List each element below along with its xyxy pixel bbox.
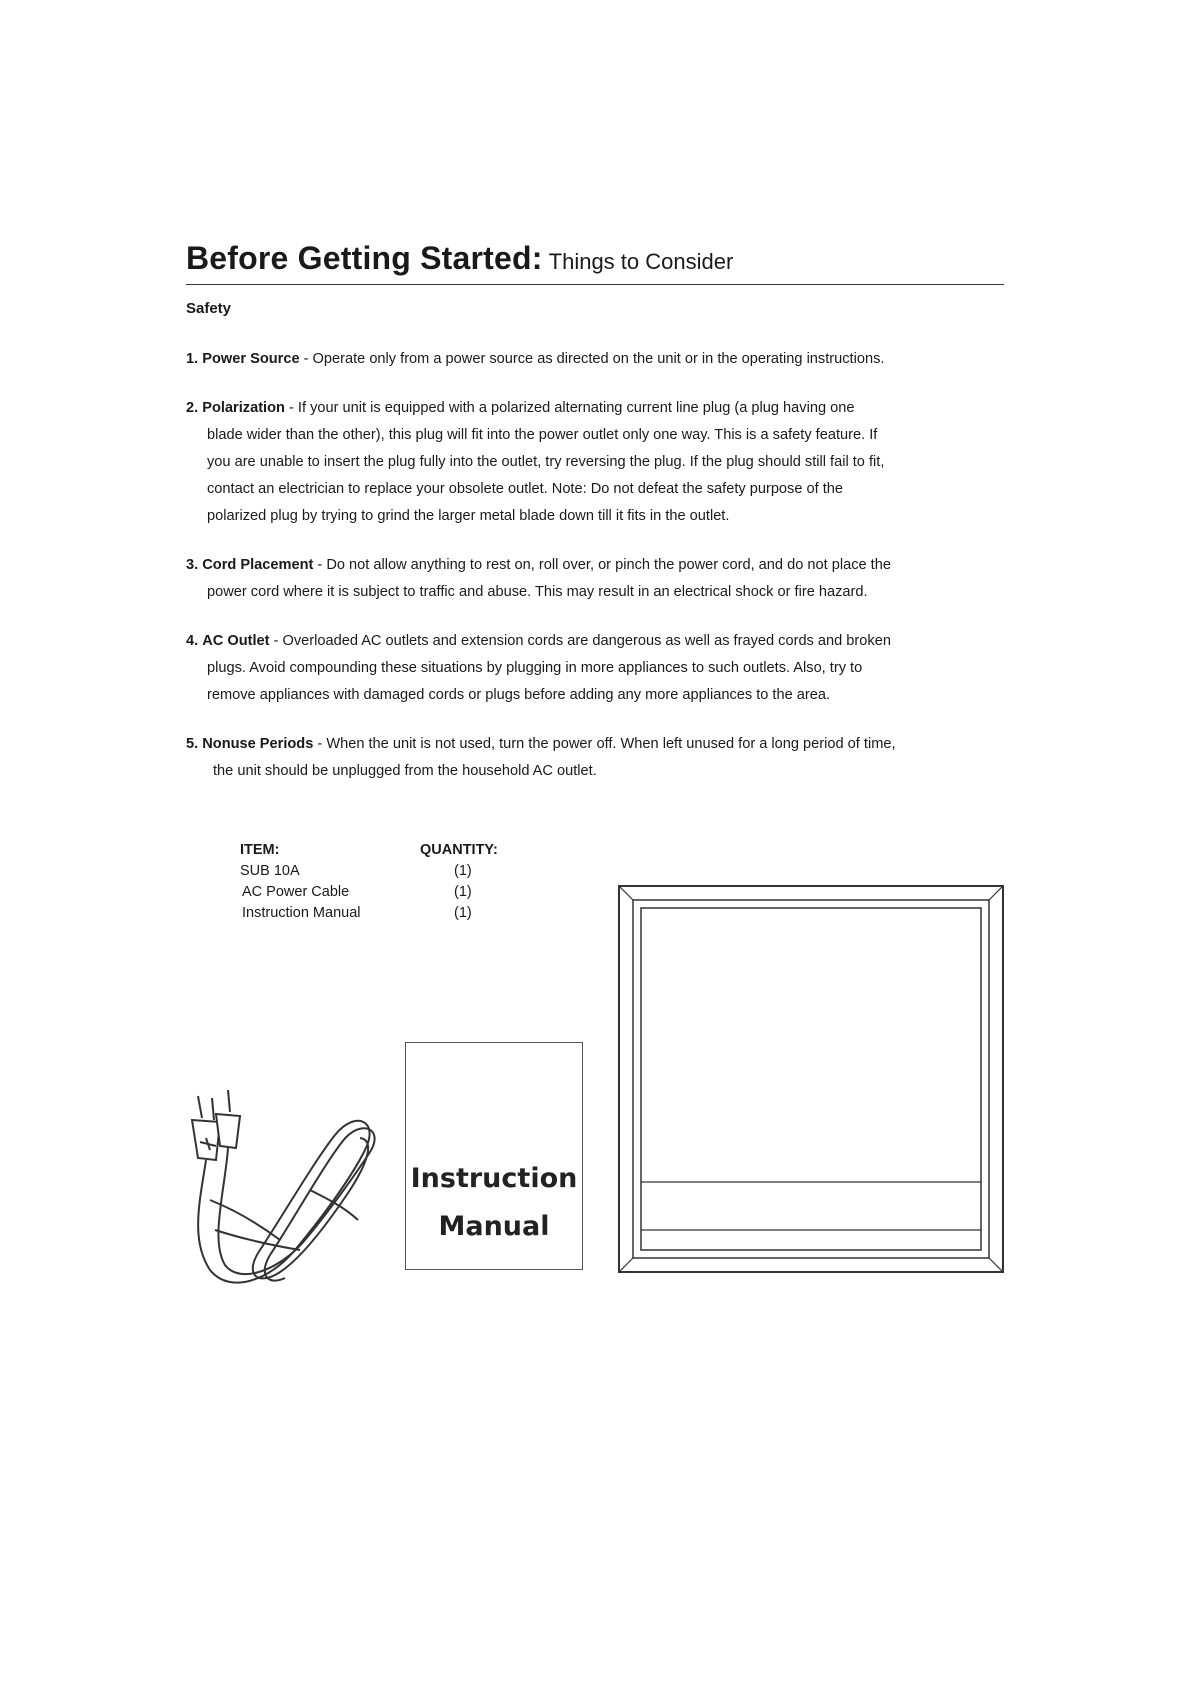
- item-text: - Do not allow anything to rest on, roll over, or pinch the power cord, and do not place the: [313, 557, 891, 573]
- item-text-line: polarized plug by trying to grind the larger metal blade down till it fits in the outlet.: [207, 508, 730, 524]
- item-title: Polarization: [202, 400, 285, 416]
- item-text: - Operate only from a power source as directed on the unit or in the operating instructions.: [299, 351, 885, 367]
- ac-power-cable-illustration: [180, 1090, 390, 1290]
- item-quantity: (1): [454, 905, 472, 921]
- item-title: Power Source: [202, 351, 300, 367]
- manual-cover-title-line1: Instruction: [410, 1163, 578, 1194]
- item-title: Cord Placement: [202, 557, 314, 573]
- safety-item-first-line: [186, 731, 1006, 758]
- item-text-line: contact an electrician to replace your obsolete outlet. Note: Do not defeat the safety purpose of the: [207, 481, 844, 497]
- package-contents-table: [240, 840, 534, 924]
- page-heading: [186, 240, 1004, 277]
- item-quantity: (1): [454, 884, 472, 900]
- item-text: - If your unit is equipped with a polarized alternating current line plug (a plug having one: [284, 400, 855, 416]
- safety-list: [186, 346, 1006, 807]
- section-title-safety: Safety: [186, 300, 232, 317]
- item-number: 4.: [186, 633, 199, 649]
- page-title: Before Getting Started:: [186, 240, 543, 276]
- item-text-line: plugs. Avoid compounding these situations by plugging in more appliances to such outlets. Also, try to: [207, 660, 863, 676]
- item-number: 5.: [186, 736, 199, 752]
- page-subtitle: Things to Consider: [548, 249, 734, 274]
- heading-divider: [186, 284, 1004, 285]
- instruction-manual-illustration: [405, 1042, 583, 1270]
- item-name: AC Power Cable: [242, 884, 350, 900]
- item-name: Instruction Manual: [242, 905, 361, 921]
- item-text-line: blade wider than the other), this plug will fit into the power outlet only one way. This is a safety feature. If: [207, 427, 878, 443]
- item-number: 2.: [186, 400, 199, 416]
- safety-item: [186, 395, 1006, 530]
- item-title: Nonuse Periods: [202, 736, 314, 752]
- item-text: - Overloaded AC outlets and extension cords are dangerous as well as frayed cords and broken: [269, 633, 891, 649]
- item-text-line: you are unable to insert the plug fully into the outlet, try reversing the plug. If the plug should still fail to fit,: [207, 454, 885, 470]
- safety-item: [186, 346, 1006, 373]
- column-header-quantity: QUANTITY:: [420, 842, 498, 858]
- table-header-row: [240, 840, 534, 861]
- item-text: - When the unit is not used, turn the power off. When left unused for a long period of time,: [313, 736, 896, 752]
- safety-item-first-line: [186, 628, 1006, 655]
- item-number: 1.: [186, 351, 199, 367]
- safety-item: [186, 628, 1006, 709]
- table-row: [240, 861, 534, 882]
- item-title: AC Outlet: [202, 633, 270, 649]
- safety-item-first-line: [186, 552, 1006, 579]
- safety-item-first-line: [186, 395, 1006, 422]
- subwoofer-illustration: [618, 885, 1004, 1273]
- manual-cover-title-line2: Manual: [438, 1211, 550, 1242]
- item-name: SUB 10A: [240, 863, 300, 879]
- item-quantity: (1): [454, 863, 472, 879]
- column-header-item: ITEM:: [240, 842, 280, 858]
- item-text-line: remove appliances with damaged cords or plugs before adding any more appliances to the area.: [207, 687, 831, 703]
- item-text-line: power cord where it is subject to traffic and abuse. This may result in an electrical shock or fire hazard.: [207, 584, 868, 600]
- safety-item: [186, 552, 1006, 606]
- item-number: 3.: [186, 557, 199, 573]
- table-row: [240, 903, 534, 924]
- table-row: [240, 882, 534, 903]
- safety-item: [186, 731, 1006, 785]
- safety-item-first-line: [186, 346, 1006, 373]
- item-text-line: the unit should be unplugged from the household AC outlet.: [213, 763, 597, 779]
